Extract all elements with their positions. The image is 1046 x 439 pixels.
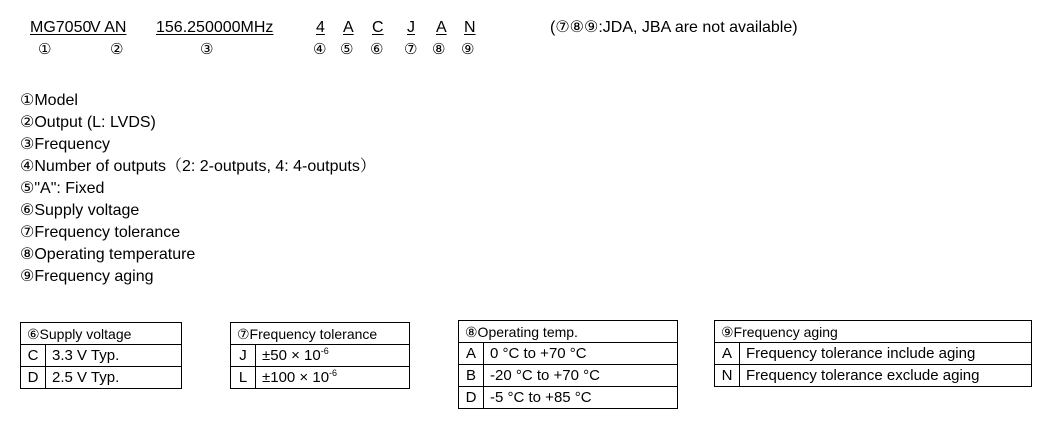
table-row: A 0 °C to +70 °C bbox=[459, 343, 678, 365]
legend-item-temperature: ⑧Operating temperature bbox=[20, 246, 196, 263]
table-row: N Frequency tolerance exclude aging bbox=[715, 365, 1032, 387]
legend-item-fixed: ⑤"A": Fixed bbox=[20, 180, 105, 197]
part-code-frequency: 156.250000MHz bbox=[156, 19, 274, 36]
legend-item-output: ②Output (L: LVDS) bbox=[20, 114, 156, 131]
legend-item-voltage: ⑥Supply voltage bbox=[20, 202, 140, 219]
marker-6: ⑥ bbox=[370, 40, 384, 58]
operating-temperature-table bbox=[458, 320, 678, 409]
marker-2: ② bbox=[110, 40, 124, 58]
table-row: D -5 °C to +85 °C bbox=[459, 387, 678, 409]
table-row: B -20 °C to +70 °C bbox=[459, 365, 678, 387]
table-row: J $\pm 50 \times 10^{-6}$ bbox=[231, 345, 410, 367]
table-title: ⑦Frequency tolerance bbox=[231, 323, 410, 345]
part-code-fixed: A bbox=[343, 19, 354, 36]
availability-note: (⑦⑧⑨:JDA, JBA are not available) bbox=[550, 19, 798, 36]
legend-item-frequency: ③Frequency bbox=[20, 136, 110, 153]
table-row: C 3.3 V Typ. bbox=[21, 345, 182, 367]
table-title: ⑧Operating temp. bbox=[459, 321, 678, 343]
legend-item-aging: ⑨Frequency aging bbox=[20, 268, 154, 285]
marker-8: ⑧ bbox=[432, 40, 446, 58]
part-code-outputs: 4 bbox=[316, 19, 325, 36]
legend-list bbox=[20, 90, 376, 288]
marker-4: ④ bbox=[313, 40, 327, 58]
table-title: ⑥Supply voltage bbox=[21, 323, 182, 345]
table-row: A Frequency tolerance include aging bbox=[715, 343, 1032, 365]
part-code-output: V AN bbox=[90, 19, 127, 36]
part-code-voltage: C bbox=[372, 19, 384, 36]
legend-item-model: ①Model bbox=[20, 92, 78, 109]
supply-voltage-table bbox=[20, 322, 182, 389]
part-code-temperature: A bbox=[436, 19, 447, 36]
marker-7: ⑦ bbox=[404, 40, 418, 58]
marker-1: ① bbox=[38, 40, 52, 58]
table-title: ⑨Frequency aging bbox=[715, 321, 1032, 343]
marker-9: ⑨ bbox=[461, 40, 475, 58]
part-code-aging: N bbox=[464, 19, 476, 36]
legend-item-outputs: ④Number of outputs（2: 2-outputs, 4: 4-outputs） bbox=[20, 158, 376, 175]
part-code-tolerance: J bbox=[407, 19, 415, 36]
legend-item-tolerance: ⑦Frequency tolerance bbox=[20, 224, 181, 241]
table-row: L $\pm 100 \times 10^{-6}$ bbox=[231, 367, 410, 389]
table-row: D 2.5 V Typ. bbox=[21, 367, 182, 389]
frequency-tolerance-table bbox=[230, 322, 410, 389]
marker-3: ③ bbox=[200, 40, 214, 58]
part-code-model: MG7050 bbox=[30, 19, 92, 36]
frequency-aging-table bbox=[714, 320, 1032, 387]
marker-5: ⑤ bbox=[340, 40, 354, 58]
